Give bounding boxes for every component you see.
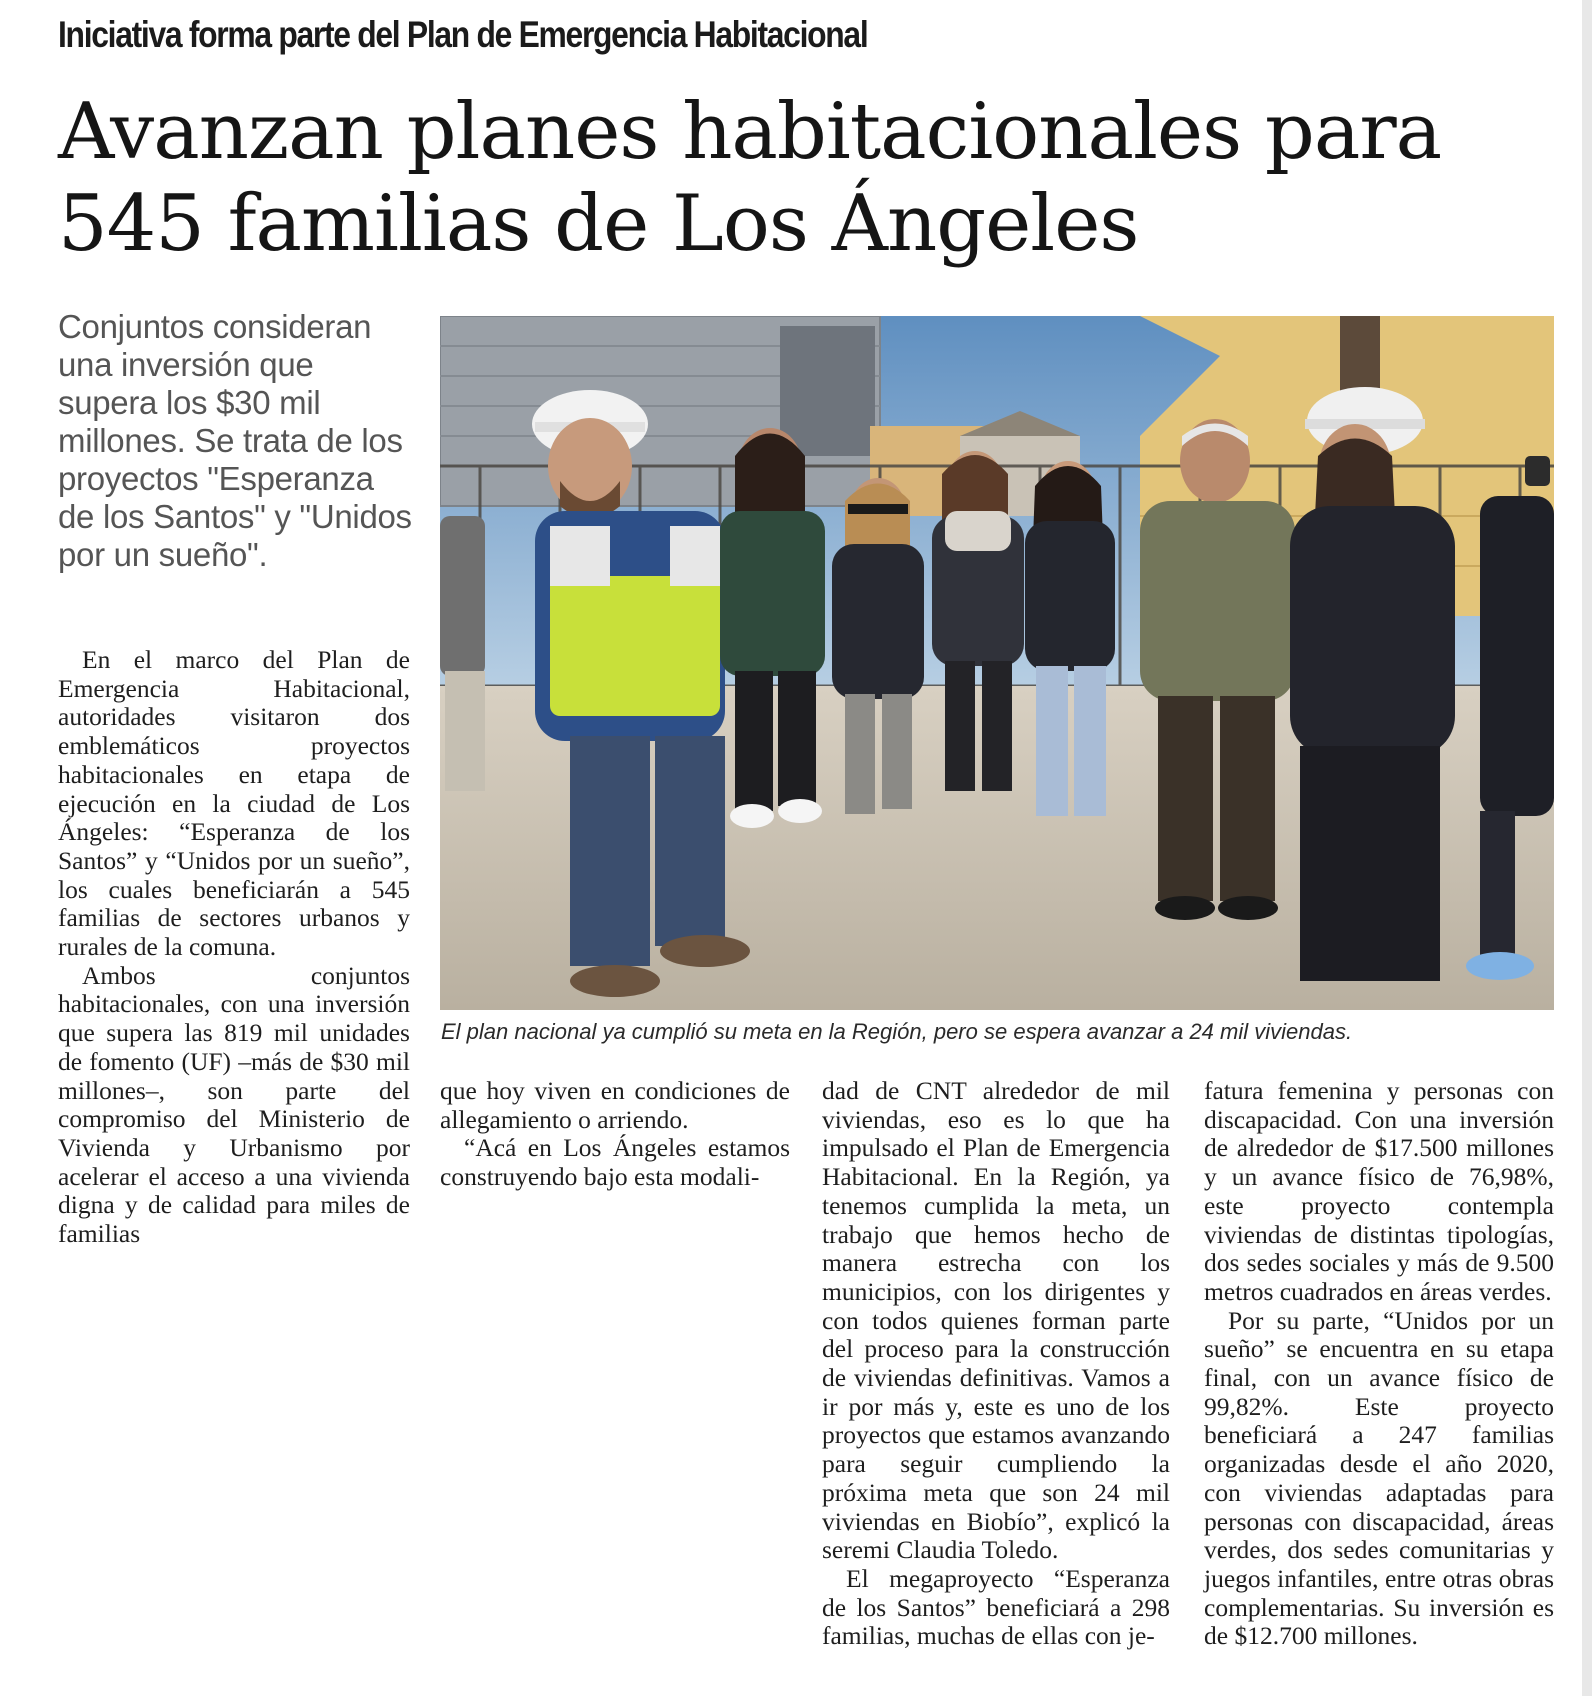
col4-paragraph-2: Por su parte, “Unidos por un sueño” se encuentra en su etapa final, con un avance físico de 99,82%. Este proyecto beneficiará a 247 familias organizadas desde el año 2020, con viviendas adaptadas para personas con discapacidad, áreas verdes, dos sedes comunitarias y juegos infantiles, entre otras obras complementarias. Su inversión es de $12.700 millones. [1204, 1305, 1554, 1651]
col2-paragraph-2: “Acá en Los Ángeles estamos construyendo bajo esta modali- [440, 1133, 790, 1192]
article-photo [440, 316, 1554, 1010]
photo-caption: El plan nacional ya cumplió su meta en la Región, pero se espera avanzar a 24 mil viviendas. [441, 1019, 1353, 1044]
col1-paragraph-2: Ambos conjuntos habitacionales, con una inversión que supera las 819 mil unidades de fomento (UF) –más de $30 mil millones–, son parte del compromiso del Ministerio de Vivienda y Urbanismo por acelerar el acceso a una vivienda digna y de calidad para miles de familias [58, 960, 410, 1249]
col2-paragraph-1: que hoy viven en condiciones de allegamiento o arriendo. [440, 1076, 790, 1134]
col4-paragraph-1: fatura femenina y personas con discapacidad. Con una inversión de alrededor de $17.500 millones y un avance físico de 76,98%, este proyecto contempla viviendas de distintas tipologías, dos sedes sociales y más de 9.500 metros cuadrados en áreas verdes. [1204, 1076, 1554, 1306]
col1-paragraph-1: En el marco del Plan de Emergencia Habitacional, autoridades visitaron dos emblemáticos proyectos habitacionales en etapa de ejecución en la ciudad de Los Ángeles: “Esperanza de los Santos” y “Unidos por un sueño”, los cuales beneficiarán a 545 familias de sectores urbanos y rurales de la comuna. [58, 645, 410, 962]
kicker: Iniciativa forma parte del Plan de Emergencia Habitacional [58, 14, 868, 55]
article-column-2 [440, 1077, 790, 1192]
group-photo-icon [440, 316, 1554, 1010]
col3-paragraph-1: dad de CNT alrededor de mil viviendas, eso es lo que ha impulsado el Plan de Emergencia Habitacional. En la Región, ya tenemos cumplida la meta, un trabajo que hemos hecho de manera estrecha con los municipios, con los dirigentes y con todos quienes forman parte del proceso para la construcción de viviendas definitivas. Vamos a ir por más y, este es uno de los proyectos que estamos avanzando para seguir cumpliendo la próxima meta que son 24 mil viviendas en Biobío”, explicó la seremi Claudia Toledo. [822, 1076, 1170, 1565]
headline-line-1: Avanzan planes habitacionales para [58, 87, 1442, 177]
page-edge [1582, 0, 1592, 1696]
article-column-4 [1204, 1077, 1554, 1651]
person-left-edge [440, 516, 485, 791]
col3-paragraph-2: El megaproyecto “Esperanza de los Santos” beneficiará a 298 familias, muchas de ellas con je- [822, 1563, 1170, 1651]
headline [58, 86, 1538, 270]
deck-subtitle: Conjuntos consideran una inversión que supera los $30 mil millones. Se trata de los proyectos "Esperanza de los Santos" y "Unidos por un sueño". [58, 308, 412, 573]
headline-line-2: 545 familias de Los Ángeles [58, 179, 1139, 269]
article-column-3 [822, 1077, 1170, 1651]
article-column-1 [58, 646, 410, 1249]
